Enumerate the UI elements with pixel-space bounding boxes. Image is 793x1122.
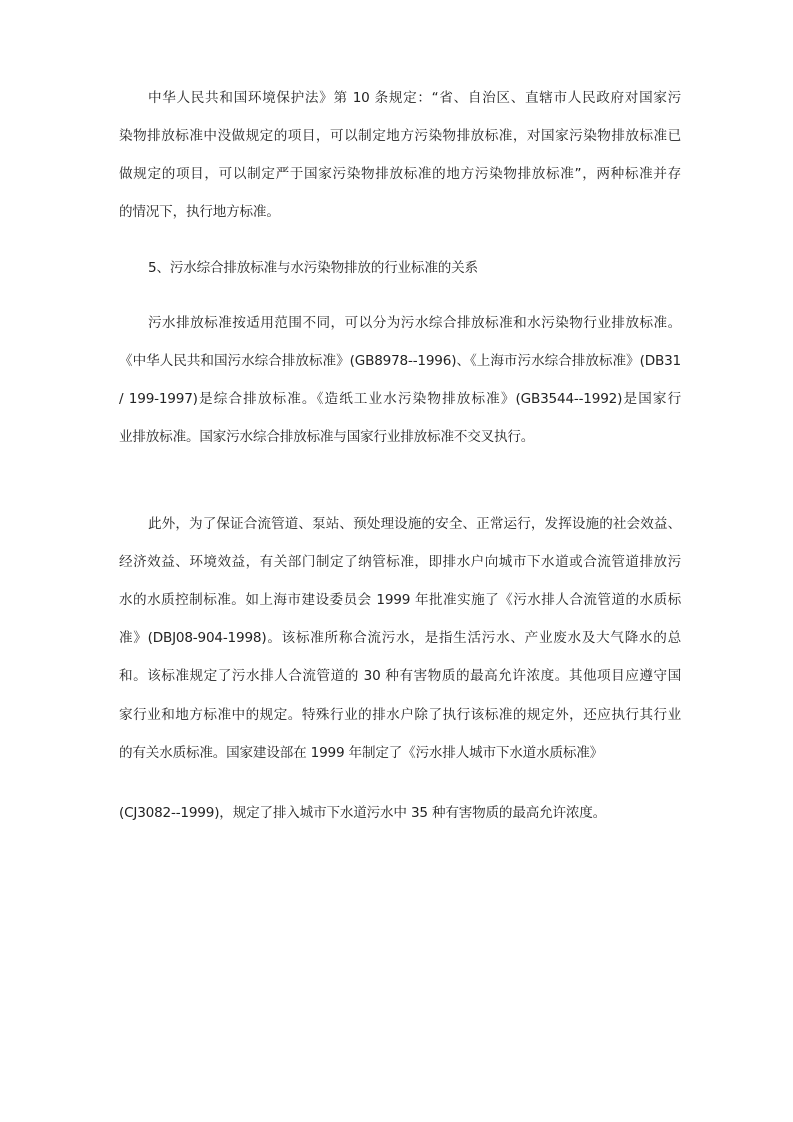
text-line: 做规定的项目，可以制定严于国家污染物排放标准的地方污染物排放标准”，两种标准并存: [119, 166, 681, 182]
text-line: 和。该标准规定了污水排人合流管道的 30 种有害物质的最高允许浓度。其他项目应遵守国: [119, 668, 681, 684]
text-line: 经济效益、环境效益，有关部门制定了纳管标准，即排水户向城市下水道或合流管道排放污: [119, 554, 681, 570]
text-line: 家行业和地方标准中的规定。特殊行业的排水户除了执行该标准的规定外，还应执行其行业: [119, 707, 681, 723]
text-line: / 199-1997)是综合排放标准。《造纸工业水污染物排放标准》(GB3544--1992)是国家行: [119, 391, 681, 407]
text-line: 的有关水质标准。国家建设部在 1999 年制定了《污水排人城市下水道水质标准》: [119, 745, 604, 761]
text-line: 中华人民共和国环境保护法》第 10 条规定：“省、自治区、直辖市人民政府对国家污: [148, 90, 681, 106]
text-line: 准》(DBJ08-904-1998)。该标准所称合流污水，是指生活污水、产业废水及大气降水的总: [119, 630, 681, 646]
text-line: 业排放标准。国家污水综合排放标准与国家行业排放标准不交叉执行。: [119, 429, 535, 445]
text-line: 染物排放标准中没做规定的项目，可以制定地方污染物排放标准，对国家污染物排放标准已: [119, 128, 681, 144]
text-line: 污水排放标准按适用范围不同，可以分为污水综合排放标准和水污染物行业排放标准。: [148, 315, 681, 331]
text-line: 水的水质控制标准。如上海市建设委员会 1999 年批准实施了《污水排人合流管道的水质标: [119, 592, 681, 608]
section-heading: 5、污水综合排放标准与水污染物排放的行业标准的关系: [148, 260, 478, 276]
text-line: 《中华人民共和国污水综合排放标准》(GB8978--1996)、《上海市污水综合排放标准》(DB31: [119, 353, 681, 369]
text-line: 此外，为了保证合流管道、泵站、预处理设施的安全、正常运行，发挥设施的社会效益、: [148, 516, 681, 532]
text-line: 的情况下，执行地方标准。: [119, 204, 280, 220]
text-line: (CJ3082--1999)，规定了排入城市下水道污水中 35 种有害物质的最高允许浓度。: [119, 805, 607, 821]
